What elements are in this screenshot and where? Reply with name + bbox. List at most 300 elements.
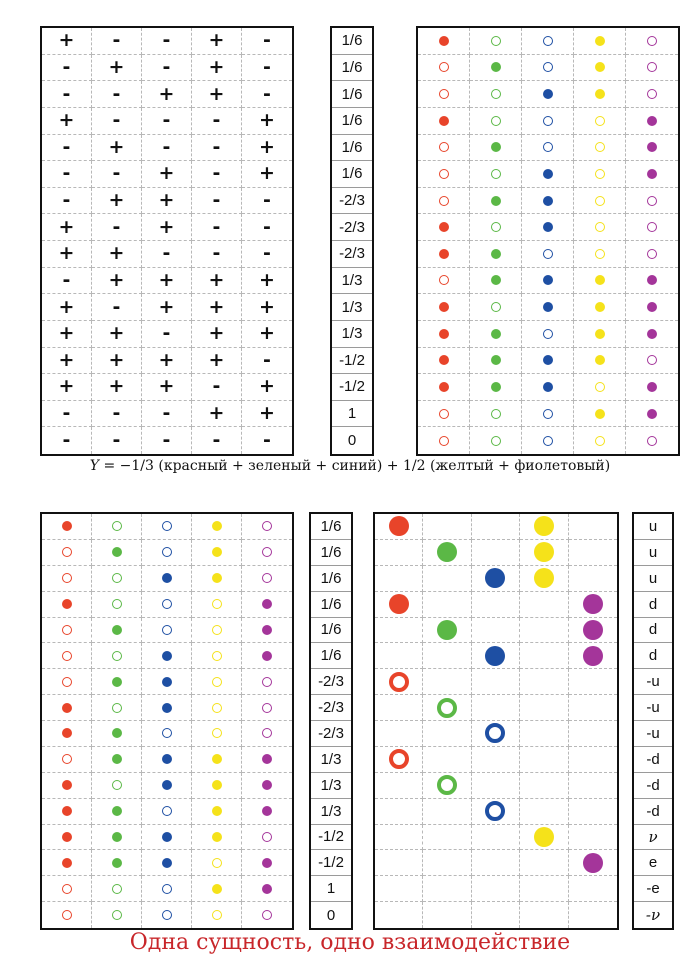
- minus-sign: -: [112, 29, 121, 52]
- sign-cell: [42, 55, 92, 82]
- charge-value: 1/6: [311, 514, 351, 540]
- minus-sign: -: [263, 348, 271, 371]
- red-hollow-dot: [62, 651, 72, 661]
- particle-cell: [375, 618, 423, 644]
- blue-hollow-dot: [162, 884, 172, 894]
- sign-cell: [192, 108, 242, 135]
- color-cell: [522, 135, 574, 162]
- blue-hollow-dot: [485, 723, 505, 743]
- color-cell: [626, 321, 678, 348]
- color-cell: [142, 695, 192, 721]
- plus-sign: +: [158, 215, 175, 238]
- yellow-hollow-dot: [595, 142, 605, 152]
- yellow-filled-dot: [212, 573, 222, 583]
- color-cell: [522, 28, 574, 55]
- plus-sign: +: [208, 402, 225, 425]
- yellow-filled-dot: [595, 409, 605, 419]
- color-cell: [142, 592, 192, 618]
- color-cell: [574, 214, 626, 241]
- particle-cell: [569, 643, 617, 669]
- particle-label: -d: [634, 799, 672, 825]
- red-filled-dot: [439, 355, 449, 365]
- yellow-filled-dot: [595, 62, 605, 72]
- plus-sign: +: [259, 375, 275, 398]
- particle-dot-table: [373, 512, 619, 930]
- purple-hollow-dot: [647, 89, 657, 99]
- minus-sign: -: [162, 402, 171, 425]
- sign-cell: [142, 108, 192, 135]
- particle-cell: [569, 695, 617, 721]
- sign-cell: [92, 161, 142, 188]
- sign-cell: [192, 81, 242, 108]
- color-cell: [470, 401, 522, 428]
- particle-label: d: [634, 643, 672, 669]
- sign-cell: [192, 374, 242, 401]
- particle-cell: [423, 618, 471, 644]
- sign-cell: [42, 348, 92, 375]
- color-cell: [142, 721, 192, 747]
- particle-label: u: [634, 514, 672, 540]
- plus-sign: +: [259, 322, 275, 345]
- yellow-filled-dot: [595, 89, 605, 99]
- minus-sign: -: [212, 189, 221, 212]
- color-cell: [522, 321, 574, 348]
- green-hollow-dot: [491, 409, 501, 419]
- particle-cell: [423, 902, 471, 928]
- purple-hollow-dot: [262, 677, 272, 687]
- particle-label: -ν: [645, 906, 661, 925]
- color-cell: [418, 214, 470, 241]
- purple-filled-dot: [647, 142, 657, 152]
- red-hollow-dot: [439, 409, 449, 419]
- minus-sign: -: [62, 268, 71, 291]
- minus-sign: -: [212, 162, 221, 185]
- minus-sign: -: [112, 82, 121, 105]
- particle-cell: [423, 721, 471, 747]
- particle-cell: [520, 747, 568, 773]
- particle-cell: [520, 825, 568, 851]
- color-cell: [626, 268, 678, 295]
- particle-cell: [472, 825, 520, 851]
- red-filled-dot: [62, 599, 72, 609]
- blue-filled-dot: [543, 169, 553, 179]
- particle-cell: [569, 825, 617, 851]
- color-cell: [192, 902, 242, 928]
- sign-cell: [192, 427, 242, 454]
- particle-cell: [472, 773, 520, 799]
- purple-filled-dot: [262, 625, 272, 635]
- color-cell: [574, 55, 626, 82]
- particle-cell: [472, 669, 520, 695]
- color-cell: [242, 850, 292, 876]
- color-cell: [192, 747, 242, 773]
- particle-cell: [569, 540, 617, 566]
- particle-cell: [423, 643, 471, 669]
- green-filled-dot: [112, 547, 122, 557]
- color-cell: [522, 348, 574, 375]
- blue-filled-dot: [162, 651, 172, 661]
- color-cell: [470, 28, 522, 55]
- minus-sign: -: [162, 322, 171, 345]
- color-cell: [470, 188, 522, 215]
- color-cell: [42, 850, 92, 876]
- sign-cell: [192, 294, 242, 321]
- minus-sign: -: [212, 375, 221, 398]
- sign-cell: [242, 214, 292, 241]
- minus-sign: -: [263, 29, 271, 52]
- particle-cell: [423, 850, 471, 876]
- purple-hollow-dot: [647, 436, 657, 446]
- particle-cell: [520, 695, 568, 721]
- sign-cell: [92, 135, 142, 162]
- sign-cell: [242, 427, 292, 454]
- plus-sign: +: [108, 189, 125, 212]
- color-cell: [142, 618, 192, 644]
- charge-value: -2/3: [332, 188, 372, 215]
- particle-cell: [375, 643, 423, 669]
- color-cell: [92, 514, 142, 540]
- color-cell: [92, 876, 142, 902]
- minus-sign: -: [112, 295, 121, 318]
- sign-cell: [142, 188, 192, 215]
- red-hollow-dot: [439, 89, 449, 99]
- color-cell: [470, 321, 522, 348]
- particle-cell: [375, 773, 423, 799]
- green-filled-dot: [112, 677, 122, 687]
- color-cell: [626, 108, 678, 135]
- blue-filled-dot: [162, 677, 172, 687]
- particle-cell: [520, 592, 568, 618]
- purple-hollow-dot: [262, 521, 272, 531]
- sign-cell: [192, 321, 242, 348]
- color-cell: [242, 902, 292, 928]
- sign-cell: [142, 348, 192, 375]
- color-cell: [470, 241, 522, 268]
- plus-sign: +: [108, 55, 125, 78]
- purple-filled-dot: [647, 409, 657, 419]
- blue-filled-dot: [162, 754, 172, 764]
- green-filled-dot: [491, 275, 501, 285]
- color-cell: [42, 799, 92, 825]
- color-cell: [92, 747, 142, 773]
- yellow-filled-dot: [212, 521, 222, 531]
- particle-cell: [472, 695, 520, 721]
- green-filled-dot: [491, 382, 501, 392]
- blue-hollow-dot: [162, 521, 172, 531]
- color-cell: [242, 592, 292, 618]
- red-filled-dot: [62, 780, 72, 790]
- particle-cell: [423, 747, 471, 773]
- yellow-filled-dot: [534, 542, 554, 562]
- particle-cell: [520, 669, 568, 695]
- sign-cell: [92, 401, 142, 428]
- color-cell: [418, 321, 470, 348]
- particle-cell: [375, 695, 423, 721]
- sign-cell: [192, 268, 242, 295]
- sign-cell: [242, 374, 292, 401]
- particle-cell: [520, 799, 568, 825]
- sign-cell: [242, 401, 292, 428]
- charge-value: -2/3: [332, 241, 372, 268]
- sign-cell: [142, 161, 192, 188]
- purple-filled-dot: [647, 169, 657, 179]
- color-cell: [192, 592, 242, 618]
- charge-value: 1/6: [332, 28, 372, 55]
- blue-hollow-dot: [543, 249, 553, 259]
- color-cell: [418, 28, 470, 55]
- color-cell: [192, 825, 242, 851]
- color-cell: [242, 876, 292, 902]
- color-cell: [242, 566, 292, 592]
- yellow-hollow-dot: [595, 116, 605, 126]
- minus-sign: -: [62, 189, 71, 212]
- color-cell: [42, 669, 92, 695]
- particle-label: u: [634, 566, 672, 592]
- purple-hollow-dot: [647, 249, 657, 259]
- charge-value: 1: [332, 401, 372, 428]
- plus-sign: +: [208, 268, 225, 291]
- green-filled-dot: [491, 249, 501, 259]
- green-hollow-dot: [437, 698, 457, 718]
- minus-sign: -: [212, 429, 221, 452]
- formula-variable: Y: [89, 458, 100, 474]
- particle-cell: [472, 540, 520, 566]
- yellow-hollow-dot: [212, 858, 222, 868]
- red-hollow-dot: [439, 142, 449, 152]
- charge-value: 1/6: [311, 540, 351, 566]
- green-filled-dot: [112, 806, 122, 816]
- particle-label: ν: [634, 825, 672, 851]
- color-cell: [522, 241, 574, 268]
- color-cell: [192, 618, 242, 644]
- minus-sign: -: [162, 29, 171, 52]
- red-filled-dot: [389, 516, 409, 536]
- minus-sign: -: [212, 109, 221, 132]
- plus-sign: +: [259, 135, 275, 158]
- plus-sign: +: [58, 322, 75, 345]
- green-hollow-dot: [491, 169, 501, 179]
- green-filled-dot: [112, 625, 122, 635]
- particle-cell: [520, 902, 568, 928]
- color-cell: [142, 566, 192, 592]
- particle-cell: [569, 747, 617, 773]
- sign-cell: [42, 427, 92, 454]
- minus-sign: -: [212, 242, 221, 265]
- blue-hollow-dot: [162, 547, 172, 557]
- color-cell: [626, 81, 678, 108]
- color-cell: [418, 135, 470, 162]
- plus-sign: +: [58, 29, 75, 52]
- color-cell: [574, 268, 626, 295]
- color-cell: [522, 427, 574, 454]
- yellow-filled-dot: [595, 275, 605, 285]
- plus-sign: +: [58, 242, 75, 265]
- plus-sign: +: [259, 295, 275, 318]
- yellow-filled-dot: [595, 355, 605, 365]
- particle-cell: [520, 850, 568, 876]
- charge-value: 0: [347, 432, 357, 450]
- blue-hollow-dot: [543, 409, 553, 419]
- particle-cell: [520, 773, 568, 799]
- charge-value: 0: [326, 906, 336, 924]
- purple-filled-dot: [262, 754, 272, 764]
- green-filled-dot: [112, 754, 122, 764]
- color-cell: [574, 81, 626, 108]
- minus-sign: -: [112, 429, 121, 452]
- color-cell: [418, 268, 470, 295]
- purple-filled-dot: [583, 853, 603, 873]
- blue-filled-dot: [543, 302, 553, 312]
- particle-cell: [375, 799, 423, 825]
- particle-cell: [423, 773, 471, 799]
- particle-cell: [472, 643, 520, 669]
- plus-sign: +: [259, 402, 275, 425]
- blue-filled-dot: [543, 89, 553, 99]
- sign-cell: [142, 81, 192, 108]
- particle-cell: [520, 514, 568, 540]
- plus-sign: +: [158, 268, 175, 291]
- minus-sign: -: [62, 429, 71, 452]
- minus-sign: -: [62, 55, 71, 78]
- particle-cell: [423, 669, 471, 695]
- charge-value: -2/3: [311, 695, 351, 721]
- sign-cell: [242, 268, 292, 295]
- red-hollow-dot: [389, 749, 409, 769]
- minus-sign: -: [263, 429, 271, 452]
- blue-hollow-dot: [162, 910, 172, 920]
- color-cell: [522, 81, 574, 108]
- purple-hollow-dot: [262, 547, 272, 557]
- color-cell: [192, 876, 242, 902]
- particle-cell: [569, 566, 617, 592]
- green-hollow-dot: [112, 573, 122, 583]
- sign-cell: [192, 348, 242, 375]
- sign-cell: [242, 108, 292, 135]
- green-hollow-dot: [491, 222, 501, 232]
- green-hollow-dot: [112, 910, 122, 920]
- blue-filled-dot: [162, 832, 172, 842]
- particle-label: d: [634, 592, 672, 618]
- particle-cell: [423, 825, 471, 851]
- blue-filled-dot: [543, 355, 553, 365]
- yellow-hollow-dot: [212, 910, 222, 920]
- sign-cell: [192, 241, 242, 268]
- purple-hollow-dot: [262, 832, 272, 842]
- color-cell: [574, 348, 626, 375]
- particle-label: -u: [634, 669, 672, 695]
- plus-sign: +: [208, 55, 225, 78]
- red-filled-dot: [439, 329, 449, 339]
- sign-cell: [242, 55, 292, 82]
- particle-cell: [375, 850, 423, 876]
- red-filled-dot: [62, 728, 72, 738]
- sign-cell: [92, 321, 142, 348]
- color-cell: [626, 188, 678, 215]
- purple-hollow-dot: [647, 36, 657, 46]
- particle-cell: [423, 592, 471, 618]
- red-filled-dot: [62, 858, 72, 868]
- particle-cell: [520, 540, 568, 566]
- sign-cell: [242, 135, 292, 162]
- color-cell: [142, 876, 192, 902]
- purple-filled-dot: [262, 884, 272, 894]
- particle-cell: [569, 902, 617, 928]
- plus-sign: +: [108, 375, 125, 398]
- particle-label: -u: [634, 695, 672, 721]
- color-cell: [470, 268, 522, 295]
- blue-filled-dot: [162, 858, 172, 868]
- sign-cell: [142, 28, 192, 55]
- plus-sign: +: [259, 268, 275, 291]
- red-hollow-dot: [62, 573, 72, 583]
- particle-cell: [375, 902, 423, 928]
- purple-filled-dot: [647, 329, 657, 339]
- particle-cell: [423, 799, 471, 825]
- color-cell: [574, 401, 626, 428]
- particle-label-table: [632, 512, 674, 930]
- red-hollow-dot: [62, 547, 72, 557]
- color-cell: [470, 374, 522, 401]
- particle-label: -u: [634, 721, 672, 747]
- green-filled-dot: [491, 355, 501, 365]
- color-cell: [142, 902, 192, 928]
- minus-sign: -: [112, 215, 121, 238]
- minus-sign: -: [212, 215, 221, 238]
- color-cell: [192, 514, 242, 540]
- plus-sign: +: [58, 109, 75, 132]
- purple-hollow-dot: [647, 196, 657, 206]
- color-cell: [192, 850, 242, 876]
- red-filled-dot: [439, 116, 449, 126]
- plus-sign: +: [158, 348, 175, 371]
- caption: Одна сущность, одно взаимодействие: [129, 930, 571, 955]
- yellow-filled-dot: [212, 780, 222, 790]
- particle-cell: [375, 825, 423, 851]
- sign-cell: [42, 374, 92, 401]
- purple-filled-dot: [647, 302, 657, 312]
- particle-cell: [423, 876, 471, 902]
- sign-cell: [242, 188, 292, 215]
- yellow-filled-dot: [534, 516, 554, 536]
- particle-cell: [472, 902, 520, 928]
- sign-cell: [92, 28, 142, 55]
- purple-hollow-dot: [262, 910, 272, 920]
- sign-cell: [92, 294, 142, 321]
- color-cell: [42, 643, 92, 669]
- charge-value: -1/2: [311, 825, 351, 851]
- particle-cell: [375, 721, 423, 747]
- minus-sign: -: [62, 402, 71, 425]
- green-hollow-dot: [491, 436, 501, 446]
- color-cell: [242, 618, 292, 644]
- particle-cell: [569, 773, 617, 799]
- red-filled-dot: [62, 703, 72, 713]
- color-cell: [192, 669, 242, 695]
- sign-cell: [142, 374, 192, 401]
- hypercharge-formula: [0, 458, 700, 474]
- blue-filled-dot: [543, 196, 553, 206]
- blue-filled-dot: [543, 382, 553, 392]
- green-hollow-dot: [437, 775, 457, 795]
- yellow-filled-dot: [212, 884, 222, 894]
- minus-sign: -: [112, 162, 121, 185]
- minus-sign: -: [263, 82, 271, 105]
- sign-cell: [92, 241, 142, 268]
- color-cell: [192, 643, 242, 669]
- sign-cell: [92, 55, 142, 82]
- sign-cell: [92, 214, 142, 241]
- color-cell: [242, 669, 292, 695]
